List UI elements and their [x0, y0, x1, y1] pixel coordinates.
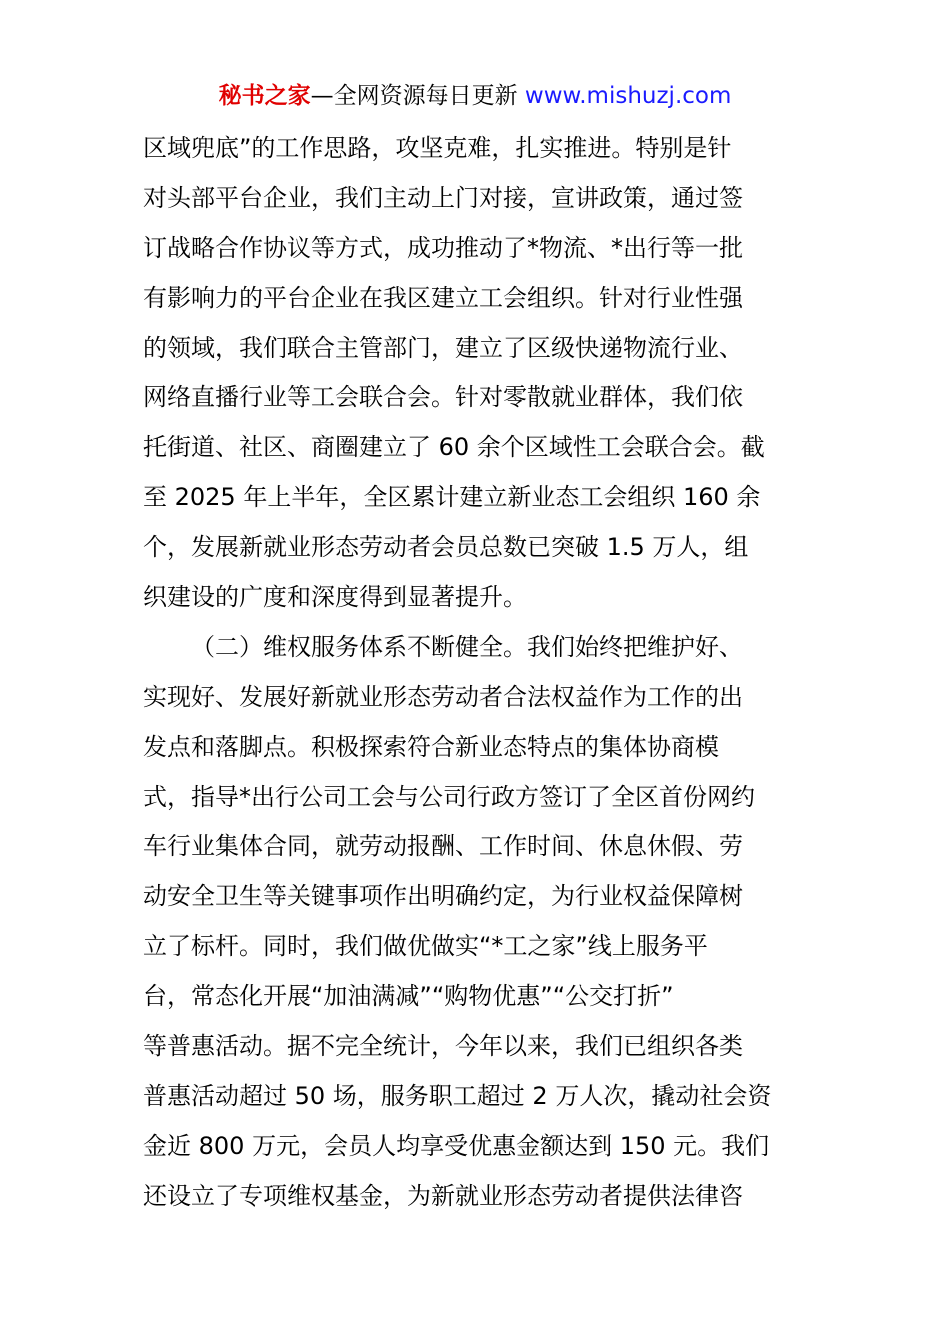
text-line: 的领域，我们联合主管部门，建立了区级快递物流行业、: [143, 333, 743, 362]
text-line: 对头部平台企业，我们主动上门对接，宣讲政策，通过签: [143, 183, 743, 212]
text-line: 普惠活动超过 50 场，服务职工超过 2 万人次，撬动社会资: [143, 1081, 772, 1110]
page-header: [0, 80, 950, 112]
text-line: 至 2025 年上半年，全区累计建立新业态工会组织 160 余: [143, 483, 761, 512]
text-line: 区域兜底”的工作思路，攻坚克难，扎实推进。特别是针: [143, 134, 732, 162]
document-body: [143, 124, 823, 1222]
text-line: 立了标杆。同时，我们做优做实“*工之家”线上服务平: [143, 932, 708, 961]
text-line: 托街道、社区、商圈建立了 60 余个区域性工会联合会。截: [143, 433, 765, 462]
text-line: 车行业集体合同，就劳动报酬、工作时间、休息休假、劳: [143, 832, 743, 861]
text-line: 台，常态化开展“加油满减”“购物优惠”“公交打折”: [143, 982, 674, 1011]
text-line: 订战略合作协议等方式，成功推动了*物流、*出行等一批: [143, 233, 743, 262]
text-line: 个，发展新就业形态劳动者会员总数已突破 1.5 万人，组: [143, 533, 749, 562]
header-brand: 秘书之家: [218, 83, 311, 109]
text-line: 织建设的广度和深度得到显著提升。: [143, 583, 527, 612]
text-line: 动安全卫生等关键事项作出明确约定，为行业权益保障树: [143, 882, 743, 911]
text-line: （二）维权服务体系不断健全。我们始终把维护好、: [191, 632, 743, 661]
text-line: 有影响力的平台企业在我区建立工会组织。针对行业性强: [143, 283, 743, 312]
header-tagline: —全网资源每日更新: [310, 83, 525, 109]
text-line: 实现好、发展好新就业形态劳动者合法权益作为工作的出: [143, 682, 743, 711]
header-url[interactable]: www.mishuzj.com: [524, 83, 732, 109]
text-line: 还设立了专项维权基金，为新就业形态劳动者提供法律咨: [143, 1181, 743, 1210]
text-line: 式，指导*出行公司工会与公司行政方签订了全区首份网约: [143, 782, 755, 811]
text-line: 等普惠活动。据不完全统计，今年以来，我们已组织各类: [143, 1032, 743, 1061]
text-line: 发点和落脚点。积极探索符合新业态特点的集体协商模: [143, 732, 719, 761]
text-line: 金近 800 万元，会员人均享受优惠金额达到 150 元。我们: [143, 1131, 770, 1160]
text-line: 网络直播行业等工会联合会。针对零散就业群体，我们依: [143, 383, 743, 412]
